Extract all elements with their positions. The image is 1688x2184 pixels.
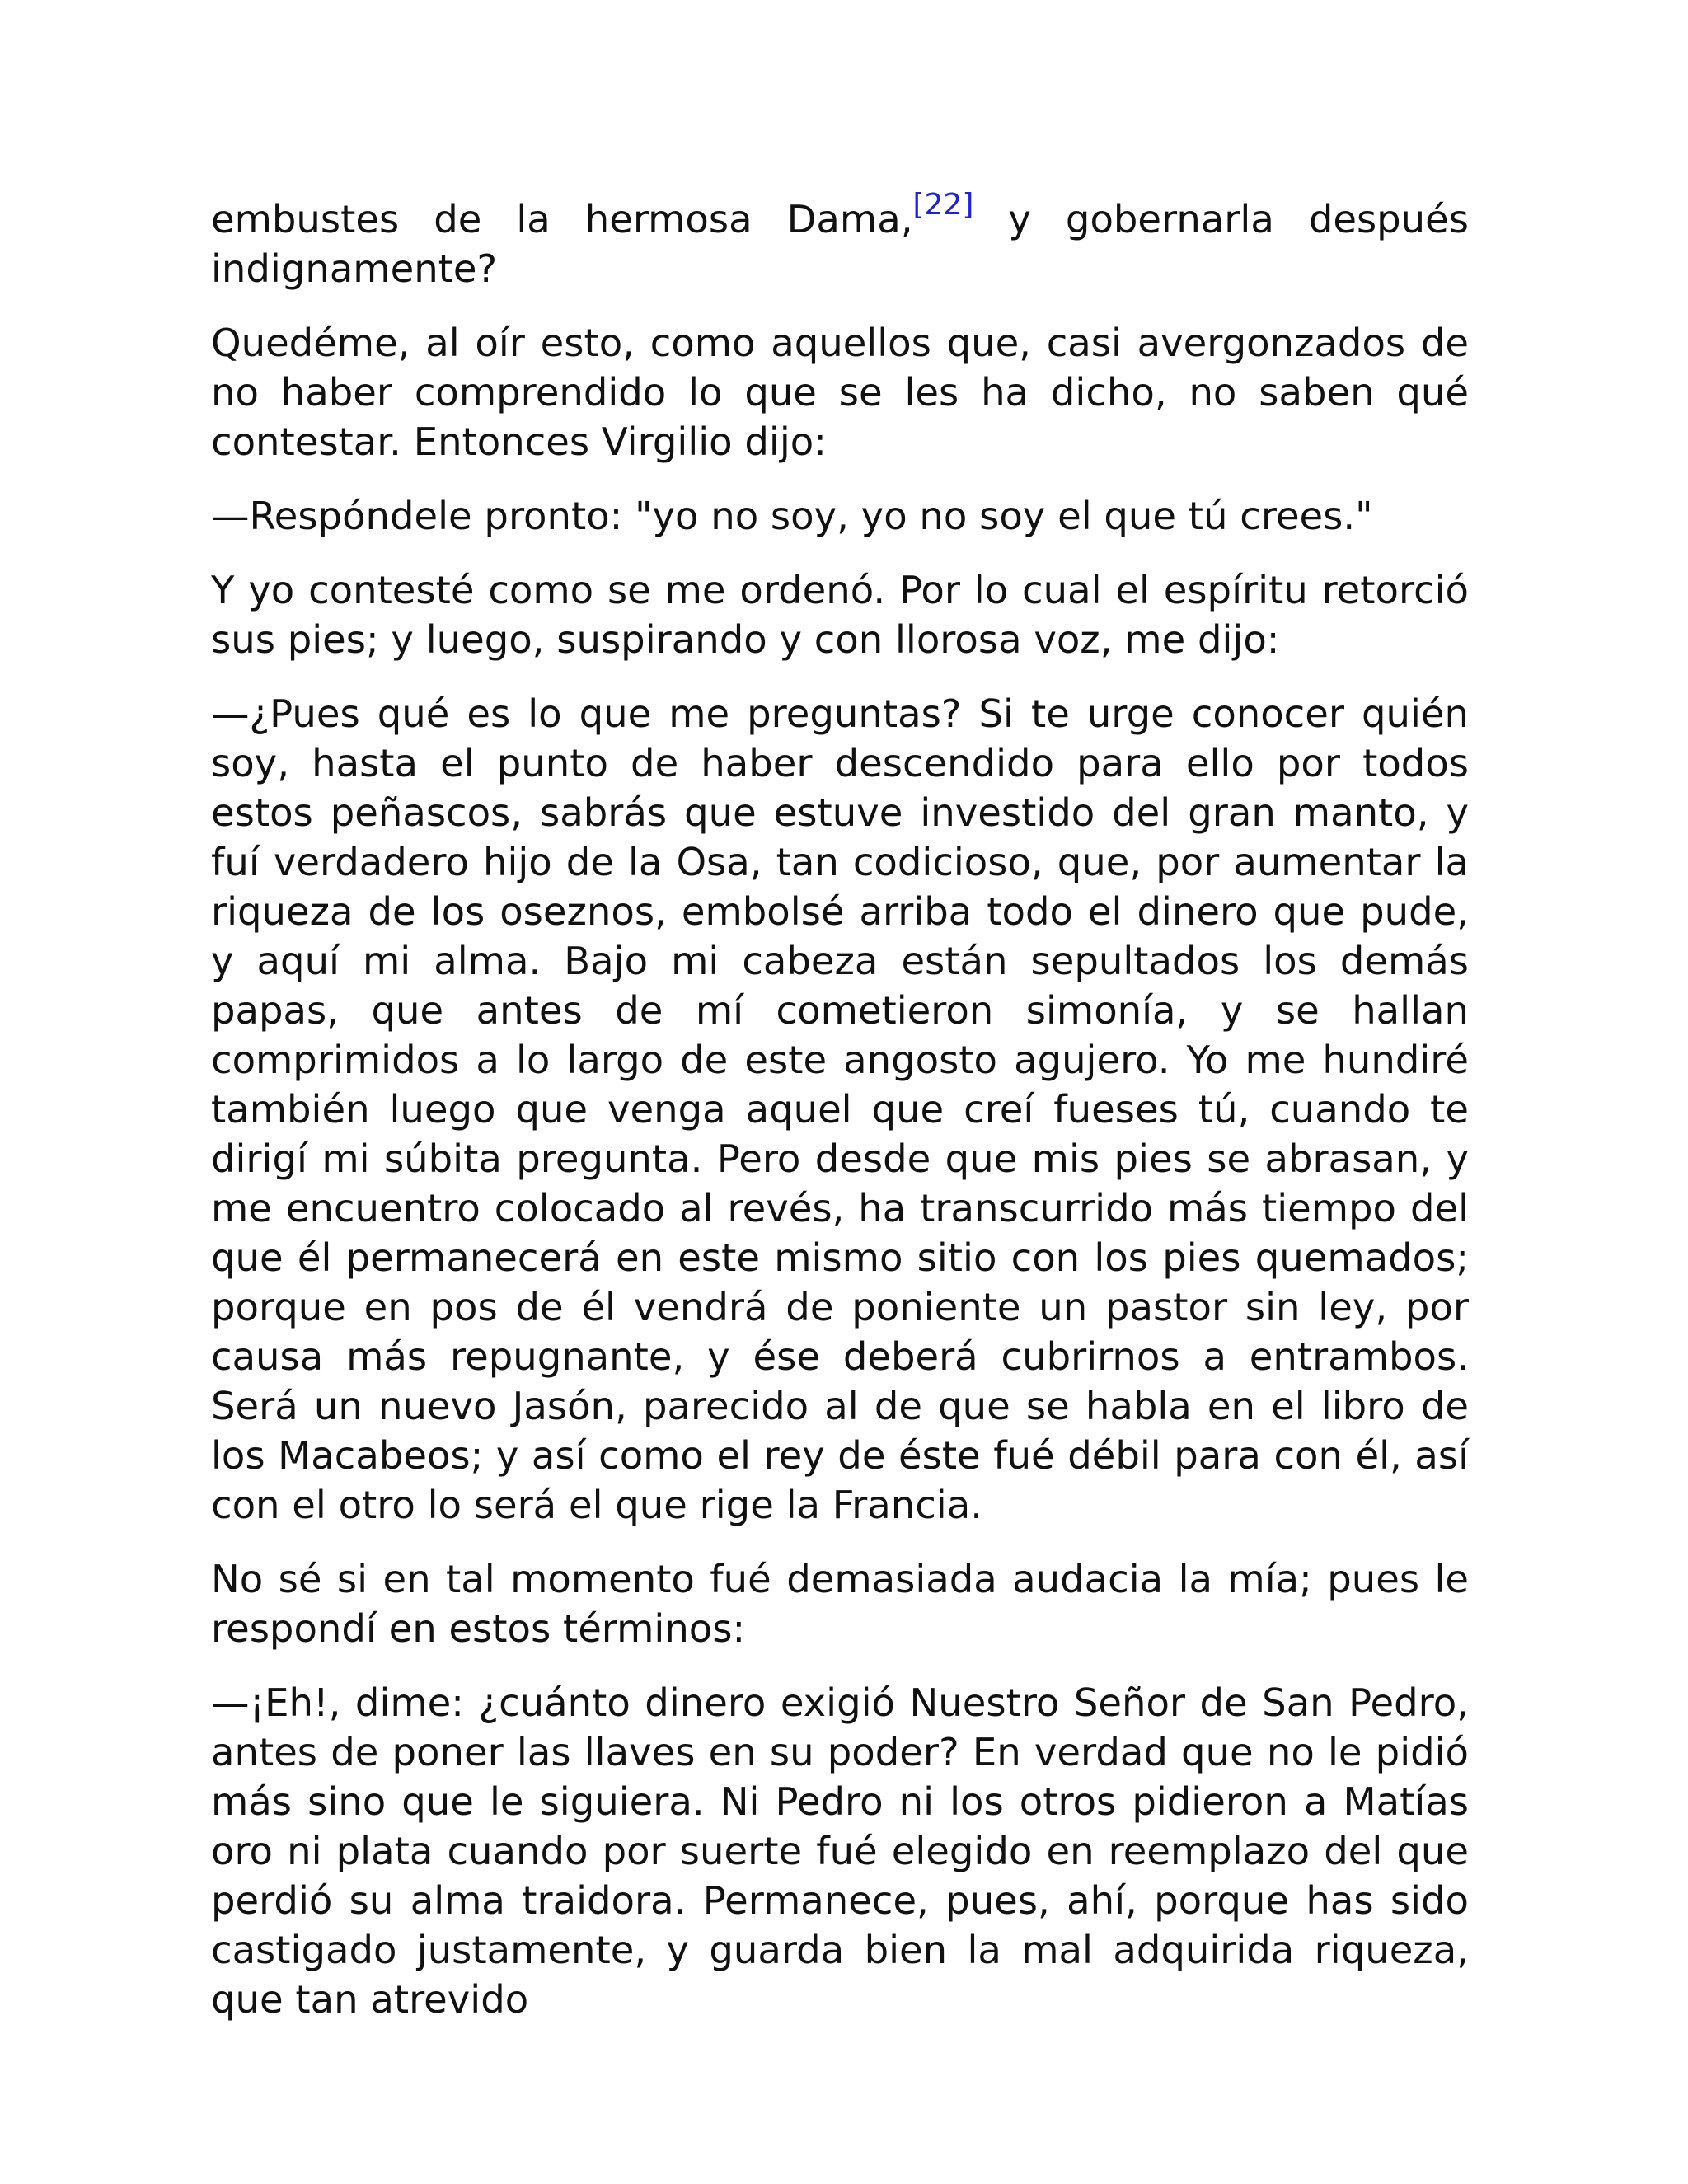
paragraph-7: —¡Eh!, dime: ¿cuánto dinero exigió Nuestro Señor de San Pedro, antes de poner las llaves en su poder? En verdad que no le pidió más sino que le siguiera. Ni Pedro ni los otros pidieron a Matías oro ni plata cuando por suerte fué elegido en reemplazo del que perdió su alma traidora. Permanece, pues, ahí, porque has sido castigado justamente, y guarda bien la mal adquirida riqueza, que tan atrevido: [211, 1680, 1469, 2022]
paragraph-1-text-before: embustes de la hermosa Dama,: [211, 197, 913, 241]
paragraph-1-text-after: y gobernarla después indignamente?: [211, 197, 1469, 291]
paragraph-2: Quedéme, al oír esto, como aquellos que, casi avergonzados de no haber comprendido lo que se les ha dicho, no saben qué contestar. Entonces Virgilio dijo:: [211, 321, 1469, 464]
paragraph-4: Y yo contesté como se me ordenó. Por lo cual el espíritu retorció sus pies; y luego, suspirando y con llorosa voz, me dijo:: [211, 568, 1469, 662]
paragraph-5: —¿Pues qué es lo que me preguntas? Si te urge conocer quién soy, hasta el punto de haber descendido para ello por todos estos peñascos, sabrás que estuve investido del gran manto, y fuí verdadero hijo de la Osa, tan codicioso, que, por aumentar la riqueza de los oseznos, embolsé arriba todo el dinero que pude, y aquí mi alma. Bajo mi cabeza están sepultados los demás papas, que antes de mí cometieron simonía, y se hallan comprimidos a lo largo de este angosto agujero. Yo me hundiré también luego que venga aquel que creí fueses tú, cuando te dirigí mi súbita pregunta. Pero desde que mis pies se abrasan, y me encuentro colocado al revés, ha transcurrido más tiempo del que él permanecerá en este mismo sitio con los pies quemados; porque en pos de él vendrá de poniente un pastor sin ley, por causa más repugnante, y ése deberá cubrirnos a entrambos. Será un nuevo Jasón, parecido al de que se habla en el libro de los Macabeos; y así como el rey de éste fué débil para con él, así con el otro lo será el que rige la Francia.: [211, 691, 1469, 1527]
paragraph-6: No sé si en tal momento fué demasiada audacia la mía; pues le respondí en estos términos:: [211, 1557, 1469, 1651]
paragraph-1: [211, 188, 1469, 293]
page-content: [211, 188, 1469, 2049]
paragraph-3: —Respóndele pronto: "yo no soy, yo no soy el que tú crees.": [211, 494, 1373, 538]
footnote-link-22[interactable]: [22]: [912, 188, 974, 222]
